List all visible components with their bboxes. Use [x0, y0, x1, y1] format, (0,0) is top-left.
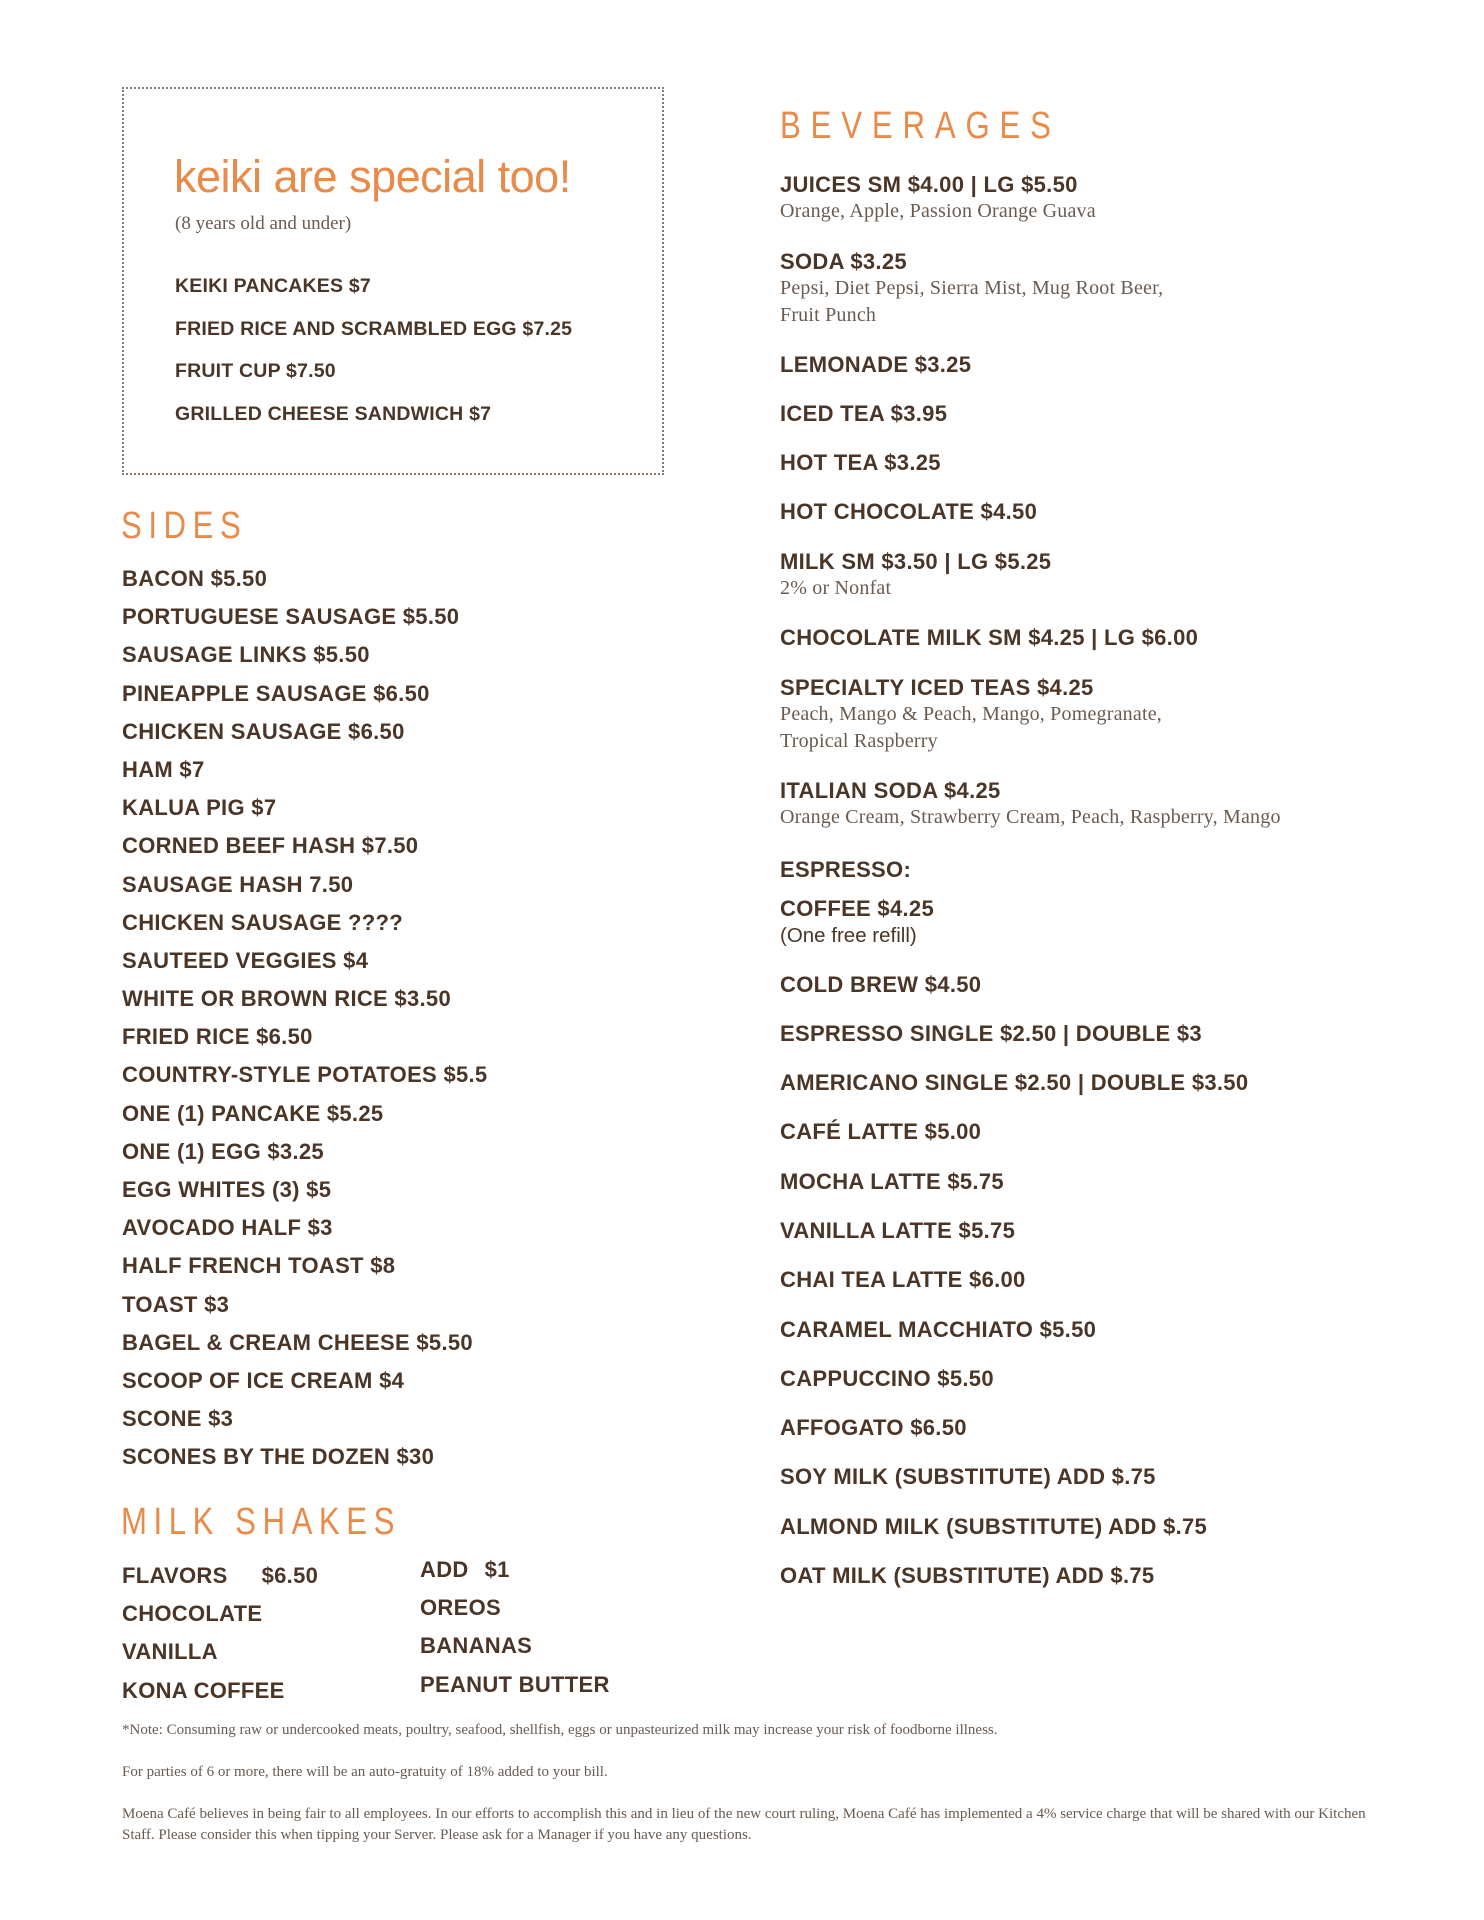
bev-name: AMERICANO SINGLE $2.50 | DOUBLE $3.50: [780, 1070, 1249, 1095]
keiki-subtitle: (8 years old and under): [175, 213, 352, 234]
shake-flavor: CHOCOLATE: [122, 1601, 263, 1627]
bev-espresso-label: [780, 857, 911, 883]
shake-addons-list: [420, 1557, 610, 1710]
shake-addons-header: [420, 1557, 610, 1595]
bev-name: COFFEE $4.25: [780, 896, 934, 921]
bev-name: CARAMEL MACCHIATO $5.50: [780, 1317, 1097, 1342]
flavors-price: $6.50: [261, 1563, 319, 1588]
bev-cafe-latte: [780, 1119, 981, 1145]
bev-hot-tea: [780, 450, 941, 476]
bev-name: HOT TEA $3.25: [780, 450, 941, 475]
side-item: KALUA PIG $7: [122, 795, 277, 821]
shake-flavors-list: [122, 1563, 318, 1716]
keiki-item: FRIED RICE AND SCRAMBLED EGG $7.25: [175, 317, 573, 340]
flavors-label: FLAVORS: [122, 1563, 228, 1588]
keiki-title: keiki are special too!: [174, 151, 571, 202]
bev-cappuccino: [780, 1366, 994, 1392]
beverages-heading: BEVERAGES: [780, 105, 1061, 147]
bev-desc: Peach, Mango & Peach, Mango, Pomegranate,: [780, 703, 1162, 725]
bev-espresso: [780, 1021, 1202, 1047]
bev-name: OAT MILK (SUBSTITUTE) ADD $.75: [780, 1563, 1155, 1588]
bev-name: SOY MILK (SUBSTITUTE) ADD $.75: [780, 1464, 1156, 1489]
bev-desc: Pepsi, Diet Pepsi, Sierra Mist, Mug Root Beer,: [780, 277, 1164, 299]
side-item: HAM $7: [122, 756, 205, 782]
bev-iced-tea: [780, 401, 947, 427]
bev-desc: Fruit Punch: [780, 304, 877, 326]
bev-chai-tea-latte: [780, 1267, 1026, 1293]
bev-name: MILK SM $3.50 | LG $5.25: [780, 549, 1052, 574]
bev-caramel-macchiato: [780, 1317, 1096, 1343]
shake-addon: BANANAS: [420, 1633, 533, 1659]
footnote-food-safety: *Note: Consuming raw or undercooked meats, poultry, seafood, shellfish, eggs or unpasteurized milk may increase your risk of foodborne illness.: [122, 1722, 998, 1738]
bev-name: MOCHA LATTE $5.75: [780, 1169, 1004, 1194]
bev-name: ALMOND MILK (SUBSTITUTE) ADD $.75: [780, 1514, 1208, 1539]
bev-juices: [780, 172, 1096, 225]
footnote-gratuity: For parties of 6 or more, there will be an auto-gratuity of 18% added to your bill.: [122, 1764, 608, 1780]
shake-flavors-header: [122, 1563, 318, 1601]
bev-name: ESPRESSO:: [780, 857, 912, 882]
shake-flavor: KONA COFFEE: [122, 1677, 285, 1703]
bev-chocolate-milk: [780, 625, 1198, 651]
shake-flavor: VANILLA: [122, 1639, 218, 1665]
side-item: FRIED RICE $6.50: [122, 1024, 313, 1050]
add-price: $1: [484, 1557, 510, 1582]
bev-name: SODA $3.25: [780, 249, 907, 274]
keiki-item: KEIKI PANCAKES $7: [175, 275, 371, 297]
bev-desc: 2% or Nonfat: [780, 577, 892, 599]
side-item: BAGEL & CREAM CHEESE $5.50: [122, 1329, 473, 1355]
bev-affogato: [780, 1415, 967, 1441]
bev-name: ESPRESSO SINGLE $2.50 | DOUBLE $3: [780, 1021, 1202, 1046]
bev-name: ICED TEA $3.95: [780, 401, 948, 426]
sides-list: [122, 566, 487, 1483]
side-item: COUNTRY-STYLE POTATOES $5.5: [122, 1062, 488, 1088]
sides-heading: SIDES: [121, 505, 248, 547]
side-item: SCOOP OF ICE CREAM $4: [122, 1367, 405, 1393]
side-item: ONE (1) PANCAKE $5.25: [122, 1100, 384, 1126]
side-item: HALF FRENCH TOAST $8: [122, 1253, 396, 1279]
bev-specialty-iced-teas: [780, 675, 1162, 755]
bev-hot-chocolate: [780, 499, 1037, 525]
side-item: BACON $5.50: [122, 566, 268, 591]
bev-vanilla-latte: [780, 1218, 1015, 1244]
shake-addon: PEANUT BUTTER: [420, 1671, 610, 1697]
add-label: ADD: [420, 1557, 469, 1582]
bev-name: AFFOGATO $6.50: [780, 1415, 967, 1440]
bev-name: SPECIALTY ICED TEAS $4.25: [780, 675, 1094, 700]
milk-shakes-heading: MILK SHAKES: [121, 1501, 401, 1543]
side-item: SAUSAGE HASH 7.50: [122, 871, 354, 897]
side-item: CHICKEN SAUSAGE $6.50: [122, 718, 405, 744]
bev-name: CAPPUCCINO $5.50: [780, 1366, 994, 1391]
bev-italian-soda: [780, 778, 1281, 831]
side-item: SCONES BY THE DOZEN $30: [122, 1444, 435, 1470]
keiki-menu-box: [122, 87, 664, 475]
bev-name: JUICES SM $4.00 | LG $5.50: [780, 172, 1078, 197]
bev-desc: Orange, Apple, Passion Orange Guava: [780, 200, 1096, 222]
side-item: TOAST $3: [122, 1291, 230, 1317]
keiki-item: FRUIT CUP $7.50: [175, 360, 336, 382]
bev-name: ITALIAN SODA $4.25: [780, 778, 1001, 803]
side-item: CHICKEN SAUSAGE ????: [122, 909, 403, 935]
bev-oat-milk: [780, 1563, 1154, 1589]
side-item: WHITE OR BROWN RICE $3.50: [122, 986, 451, 1012]
side-item: CORNED BEEF HASH $7.50: [122, 833, 419, 859]
bev-name: COLD BREW $4.50: [780, 972, 982, 997]
bev-name: VANILLA LATTE $5.75: [780, 1218, 1016, 1243]
bev-americano: [780, 1070, 1248, 1096]
shake-addon: OREOS: [420, 1595, 501, 1621]
bev-coffee: [780, 896, 934, 949]
bev-cold-brew: [780, 972, 981, 998]
bev-name: LEMONADE $3.25: [780, 352, 972, 377]
bev-name: CHAI TEA LATTE $6.00: [780, 1267, 1026, 1292]
bev-desc: Orange Cream, Strawberry Cream, Peach, Raspberry, Mango: [780, 806, 1281, 828]
side-item: EGG WHITES (3) $5: [122, 1177, 332, 1202]
side-item: SCONE $3: [122, 1406, 234, 1432]
side-item: AVOCADO HALF $3: [122, 1215, 333, 1241]
side-item: PINEAPPLE SAUSAGE $6.50: [122, 680, 430, 706]
bev-soda: [780, 249, 1163, 329]
footnote-service-charge: Moena Café believes in being fair to all employees. In our efforts to accomplish this and in lieu of the new court ruling, Moena Café has implemented a 4% service charge that will be shared with our Kitchen Staff. Please consider this when tipping your Server. Please ask for a Manager if you have any questions.: [122, 1806, 1366, 1843]
bev-name: CHOCOLATE MILK SM $4.25 | LG $6.00: [780, 625, 1199, 650]
bev-milk: [780, 549, 1051, 602]
bev-name: HOT CHOCOLATE $4.50: [780, 499, 1038, 524]
bev-lemonade: [780, 352, 971, 378]
side-item: PORTUGUESE SAUSAGE $5.50: [122, 604, 460, 630]
bev-almond-milk: [780, 1514, 1207, 1540]
side-item: SAUTEED VEGGIES $4: [122, 947, 369, 973]
side-item: SAUSAGE LINKS $5.50: [122, 642, 370, 668]
keiki-items-list: [175, 275, 572, 445]
bev-desc: Tropical Raspberry: [780, 730, 938, 752]
side-item: ONE (1) EGG $3.25: [122, 1138, 324, 1164]
bev-name: CAFÉ LATTE $5.00: [780, 1119, 982, 1144]
bev-mocha-latte: [780, 1169, 1004, 1195]
bev-note: (One free refill): [780, 924, 917, 947]
keiki-item: GRILLED CHEESE SANDWICH $7: [175, 402, 492, 425]
bev-soy-milk: [780, 1464, 1156, 1490]
